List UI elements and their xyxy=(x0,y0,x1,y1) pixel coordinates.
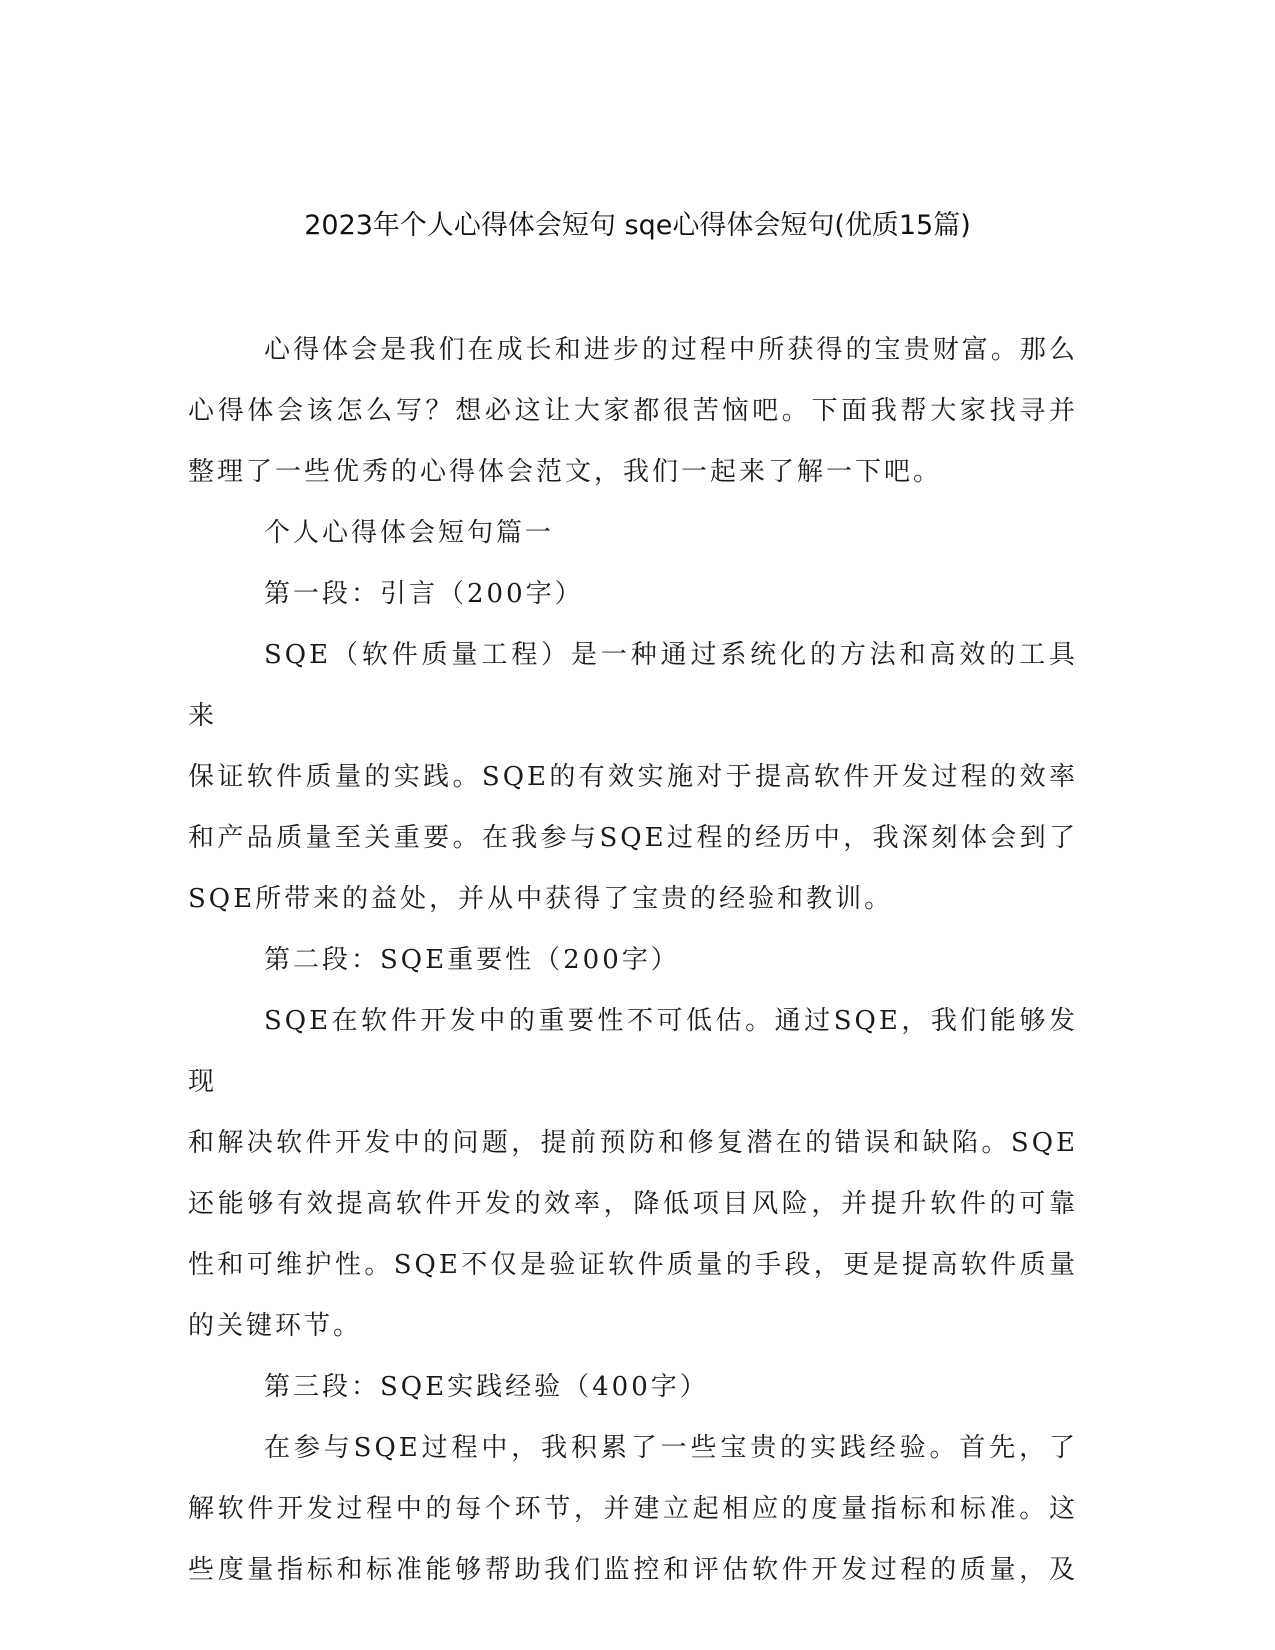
intro-line-1: 心得体会是我们在成长和进步的过程中所获得的宝贵财富。那么 xyxy=(264,335,1078,365)
intro-line-3: 整理了一些优秀的心得体会范文，我们一起来了解一下吧。 xyxy=(188,457,943,487)
paragraph-2-line-5: 的关键环节。 xyxy=(188,1311,363,1341)
paragraph-heading-1: 第一段：引言（200字） xyxy=(264,579,584,609)
paragraph-3-line-2: 解软件开发过程中的每个环节，并建立起相应的度量指标和标准。这 xyxy=(188,1494,1078,1524)
paragraph-2-line-4: 性和可维护性。SQE不仅是验证软件质量的手段，更是提高软件质量 xyxy=(188,1250,1078,1280)
paragraph-2-line-1: SQE在软件开发中的重要性不可低估。通过SQE，我们能够发现 xyxy=(188,1006,1078,1097)
paragraph-heading-2: 第二段：SQE重要性（200字） xyxy=(264,945,680,975)
document-body xyxy=(188,320,1078,1601)
document-title: 2023年个人心得体会短句 sqe心得体会短句(优质15篇) xyxy=(304,210,971,241)
paragraph-3-line-3: 些度量指标和标准能够帮助我们监控和评估软件开发过程的质量，及 xyxy=(188,1555,1078,1585)
paragraph-2-line-3: 还能够有效提高软件开发的效率，降低项目风险，并提升软件的可靠 xyxy=(188,1189,1078,1219)
paragraph-1-line-3: 和产品质量至关重要。在我参与SQE过程的经历中，我深刻体会到了 xyxy=(188,823,1078,853)
section-heading-article-1: 个人心得体会短句篇一 xyxy=(264,518,555,548)
paragraph-1-line-4: SQE所带来的益处，并从中获得了宝贵的经验和教训。 xyxy=(188,884,894,914)
paragraph-heading-3: 第三段：SQE实践经验（400字） xyxy=(264,1372,709,1402)
paragraph-3-line-1: 在参与SQE过程中，我积累了一些宝贵的实践经验。首先，了 xyxy=(264,1433,1078,1463)
paragraph-1-line-2: 保证软件质量的实践。SQE的有效实施对于提高软件开发过程的效率 xyxy=(188,762,1078,792)
intro-line-2: 心得体会该怎么写？想必这让大家都很苦恼吧。下面我帮大家找寻并 xyxy=(188,396,1078,426)
paragraph-2-line-2: 和解决软件开发中的问题，提前预防和修复潜在的错误和缺陷。SQE xyxy=(188,1128,1078,1158)
paragraph-1-line-1: SQE（软件质量工程）是一种通过系统化的方法和高效的工具来 xyxy=(188,640,1078,731)
